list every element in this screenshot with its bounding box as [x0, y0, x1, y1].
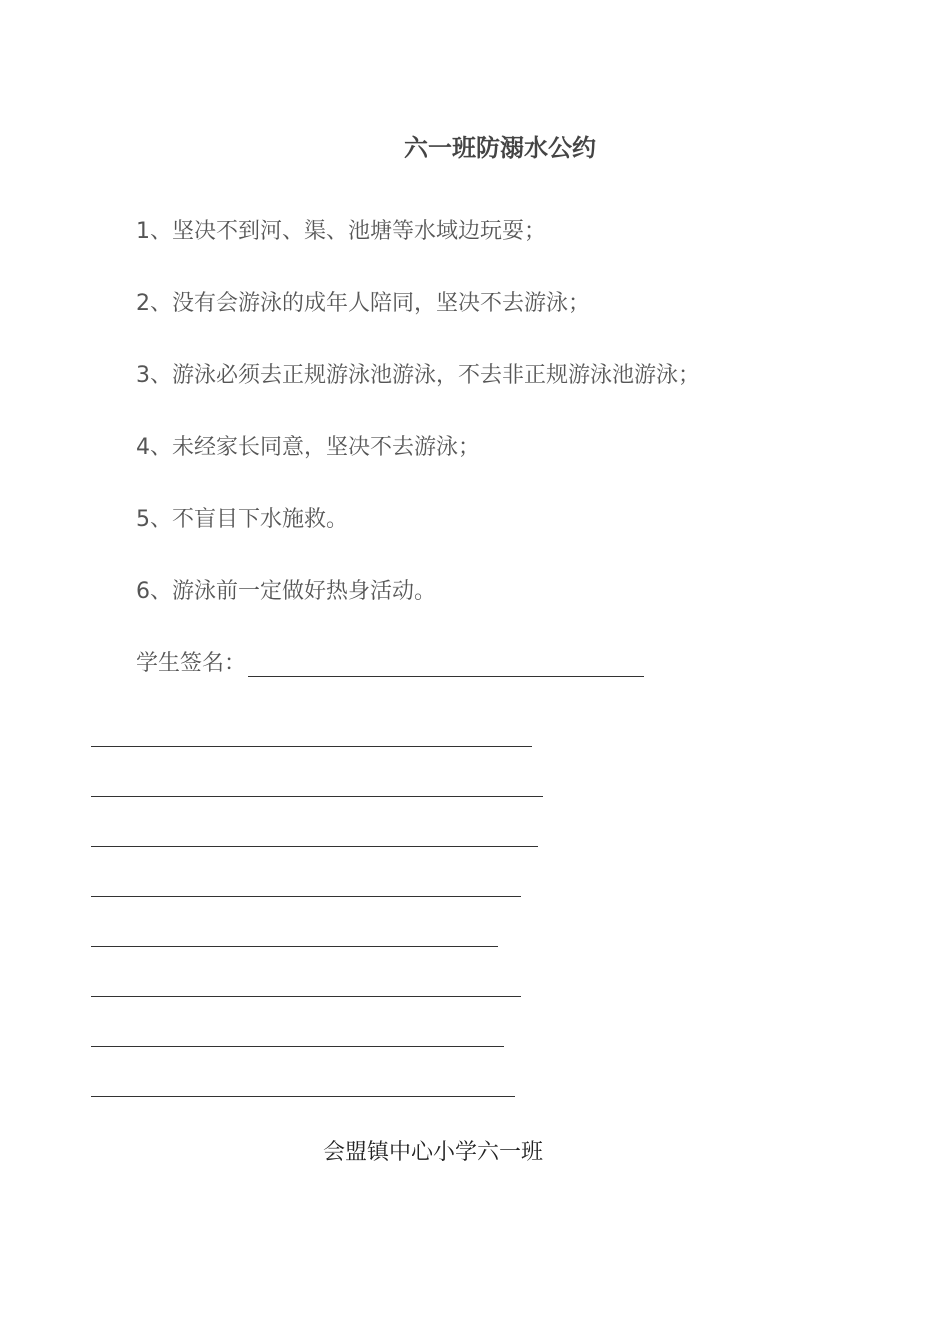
signature-blank-line[interactable] [91, 796, 543, 797]
rule-item-5: 5、不盲目下水施救。 [136, 507, 348, 532]
document-title: 六一班防溺水公约 [404, 134, 596, 162]
rule-item-3: 3、游泳必须去正规游泳池游泳，不去非正规游泳池游泳； [136, 363, 700, 388]
signature-row [136, 650, 656, 680]
document-footer: 会盟镇中心小学六一班 [322, 1140, 543, 1165]
signature-blank-line[interactable] [91, 746, 532, 747]
rule-item-1: 1、坚决不到河、渠、池塘等水域边玩耍； [136, 219, 546, 244]
rule-item-2: 2、没有会游泳的成年人陪同，坚决不去游泳； [136, 291, 590, 316]
signature-blank-line[interactable] [91, 996, 521, 997]
signature-blank-line[interactable] [91, 846, 538, 847]
signature-label: 学生签名： [136, 651, 247, 676]
signature-blank-line[interactable] [91, 1046, 504, 1047]
signature-blank-line[interactable] [91, 946, 498, 947]
signature-line[interactable] [248, 676, 644, 677]
rule-item-4: 4、未经家长同意，坚决不去游泳； [136, 435, 480, 460]
signature-blank-line[interactable] [91, 1096, 515, 1097]
signature-blank-line[interactable] [91, 896, 521, 897]
rule-item-6: 6、游泳前一定做好热身活动。 [136, 579, 436, 604]
